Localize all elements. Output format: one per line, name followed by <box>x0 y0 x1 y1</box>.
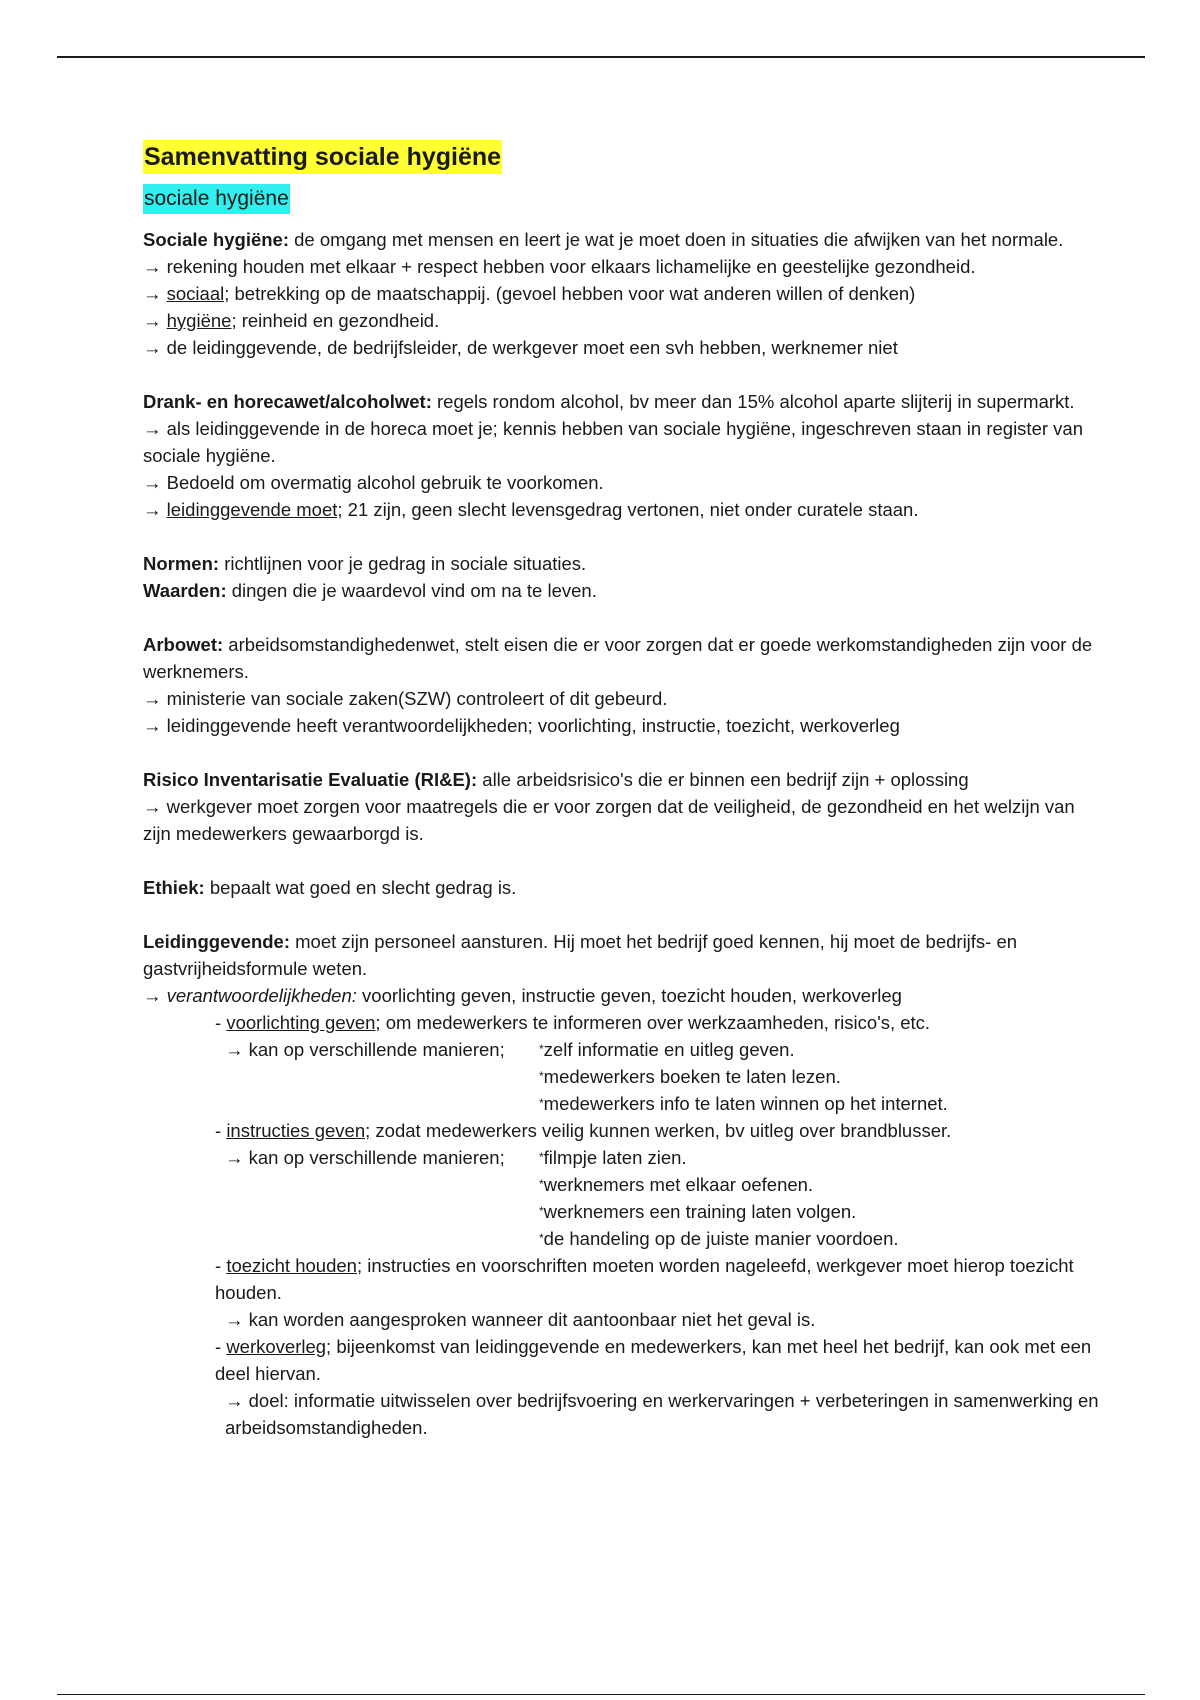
document-title-wrap <box>143 140 1103 174</box>
definition-text: alle arbeidsrisico's die er binnen een bedrijf zijn + oplossing <box>477 769 969 790</box>
point-text: Bedoeld om overmatig alcohol gebruik te voorkomen. <box>166 472 604 493</box>
section-heading: sociale hygiëne <box>143 184 290 214</box>
arrow-point <box>143 415 1103 469</box>
point-text: kan op verschillende manieren; <box>248 1039 505 1060</box>
method-option: * medewerkers info te laten winnen op het internet. <box>539 1090 1103 1117</box>
definition-paragraph <box>143 577 1103 604</box>
term: Leidinggevende: <box>143 931 290 952</box>
definition-paragraph <box>143 388 1103 415</box>
term: Sociale hygiëne: <box>143 229 289 250</box>
method-option: * filmpje laten zien. <box>539 1144 1103 1171</box>
arrow-point <box>143 280 1103 307</box>
definition-text: arbeidsomstandighedenwet, stelt eisen die er voor zorgen dat er goede werkomstandigheden zijn voor de werknemers. <box>143 634 1093 682</box>
point-text: ministerie van sociale zaken(SZW) controleert of dit gebeurd. <box>166 688 668 709</box>
underlined-term: hygiëne; <box>166 310 237 331</box>
definition-text: de omgang met mensen en leert je wat je moet doen in situaties die afwijken van het normale. <box>289 229 1064 250</box>
definition-text: bepaalt wat goed en slecht gedrag is. <box>204 877 517 898</box>
methods-voorlichting <box>143 1036 1103 1117</box>
arrow-point <box>143 1306 1103 1333</box>
point-text: betrekking op de maatschappij. (gevoel hebben voor wat anderen willen of denken) <box>229 283 916 304</box>
footer-rule <box>57 1694 1145 1695</box>
point-text: om medewerkers te informeren over werkzaamheden, risico's, etc. <box>380 1012 931 1033</box>
underlined-term: voorlichting geven; <box>226 1012 381 1033</box>
arrow-point <box>143 496 1103 523</box>
arrow-point <box>143 469 1103 496</box>
methods-lead <box>225 1144 539 1252</box>
list-item-toezicht: - toezicht houden; instructies en voorschriften moeten worden nageleefd, werkgever moet hierop toezicht houden. <box>215 1255 1074 1303</box>
point-text: instructies en voorschriften moeten worden nageleefd, werkgever moet hierop toezicht houden. <box>215 1255 1074 1303</box>
methods-options <box>539 1036 1103 1117</box>
definition-paragraph <box>143 226 1103 253</box>
definition-text: moet zijn personeel aansturen. Hij moet het bedrijf goed kennen, hij moet de bedrijfs- en gastvrijheidsformule weten. <box>143 931 1018 979</box>
point-text: doel: informatie uitwisselen over bedrijfsvoering en werkervaringen + verbeteringen in samenwerking en arbeidsomstandigheden. <box>225 1390 1099 1438</box>
term: Waarden: <box>143 580 227 601</box>
underlined-term: instructies geven; <box>226 1120 371 1141</box>
section-drankwet <box>143 388 1103 523</box>
point-text: bijeenkomst van leidinggevende en medewerkers, kan met heel het bedrijf, kan ook met een deel hiervan. <box>215 1336 1092 1384</box>
point-text: als leidinggevende in de horeca moet je; kennis hebben van sociale hygiëne, ingeschreven staan in register van sociale hygiëne. <box>143 418 1083 466</box>
point-text: reinheid en gezondheid. <box>236 310 440 331</box>
method-option: * zelf informatie en uitleg geven. <box>539 1036 1103 1063</box>
definition-paragraph <box>143 766 1103 793</box>
definition-text: richtlijnen voor je gedrag in sociale situaties. <box>219 553 587 574</box>
section-leidinggevende <box>143 928 1103 1441</box>
section-sociale-hygiene <box>143 226 1103 361</box>
arrow-point <box>143 253 1103 280</box>
point-text: voorlichting geven, instructie geven, toezicht houden, werkoverleg <box>356 985 902 1006</box>
term: Arbowet: <box>143 634 224 655</box>
method-option: * medewerkers boeken te laten lezen. <box>539 1063 1103 1090</box>
point-text: leidinggevende heeft verantwoordelijkheden; voorlichting, instructie, toezicht, werkoverleg <box>166 715 900 736</box>
methods-instructies <box>143 1144 1103 1252</box>
point-text: werkgever moet zorgen voor maatregels die er voor zorgen dat de veiligheid, de gezondheid en het welzijn van zijn medewerkers gewaarborgd is. <box>143 796 1075 844</box>
list-item-instructies: - instructies geven; zodat medewerkers veilig kunnen werken, bv uitleg over brandblusser. <box>215 1120 952 1141</box>
arrow-point <box>143 1387 1103 1441</box>
arrow-point <box>143 712 1103 739</box>
underlined-term: toezicht houden; <box>226 1255 363 1276</box>
point-text: zodat medewerkers veilig kunnen werken, bv uitleg over brandblusser. <box>370 1120 952 1141</box>
point-text: rekening houden met elkaar + respect hebben voor elkaars lichamelijke en geestelijke gezondheid. <box>166 256 976 277</box>
method-option: * de handeling op de juiste manier voordoen. <box>539 1225 1103 1252</box>
term: Ethiek: <box>143 877 205 898</box>
arrow-point <box>143 334 1103 361</box>
arrow-point <box>143 982 1103 1009</box>
list-item-voorlichting: - voorlichting geven; om medewerkers te informeren over werkzaamheden, risico's, etc. <box>215 1012 931 1033</box>
underlined-term: werkoverleg; <box>226 1336 332 1357</box>
section-ethiek <box>143 874 1103 901</box>
header-rule <box>57 56 1145 58</box>
section-normen-waarden <box>143 550 1103 604</box>
arrow-point <box>143 685 1103 712</box>
method-option: * werknemers met elkaar oefenen. <box>539 1171 1103 1198</box>
underlined-term: sociaal; <box>166 283 230 304</box>
section-rie <box>143 766 1103 847</box>
definition-text: regels rondom alcohol, bv meer dan 15% alcohol aparte slijterij in supermarkt. <box>431 391 1075 412</box>
list-item-werkoverleg: - werkoverleg; bijeenkomst van leidinggevende en medewerkers, kan met heel het bedrijf, kan ook met een deel hiervan. <box>215 1336 1092 1384</box>
term: Risico Inventarisatie Evaluatie (RI&E): <box>143 769 478 790</box>
point-text: kan worden aangesproken wanneer dit aantoonbaar niet het geval is. <box>248 1309 816 1330</box>
definition-text: dingen die je waardevol vind om na te leven. <box>226 580 597 601</box>
point-text: kan op verschillende manieren; <box>248 1147 505 1168</box>
point-text: de leidinggevende, de bedrijfsleider, de werkgever moet een svh hebben, werknemer niet <box>166 337 898 358</box>
arrow-point <box>143 307 1103 334</box>
arrow-point <box>143 793 1103 847</box>
method-option: * werknemers een training laten volgen. <box>539 1198 1103 1225</box>
methods-lead <box>225 1036 539 1117</box>
methods-options <box>539 1144 1103 1252</box>
point-text: 21 zijn, geen slecht levensgedrag vertonen, niet onder curatele staan. <box>342 499 919 520</box>
term: Normen: <box>143 553 220 574</box>
definition-paragraph <box>143 874 1103 901</box>
underlined-term: leidinggevende moet; <box>166 499 343 520</box>
document-page <box>143 140 1103 1441</box>
section-heading-wrap <box>143 184 1103 214</box>
italic-term: verantwoordelijkheden: <box>166 985 357 1006</box>
document-title: Samenvatting sociale hygiëne <box>143 140 502 174</box>
term: Drank- en horecawet/alcoholwet: <box>143 391 432 412</box>
section-arbowet <box>143 631 1103 739</box>
definition-paragraph <box>143 928 1103 982</box>
definition-paragraph <box>143 550 1103 577</box>
definition-paragraph <box>143 631 1103 685</box>
